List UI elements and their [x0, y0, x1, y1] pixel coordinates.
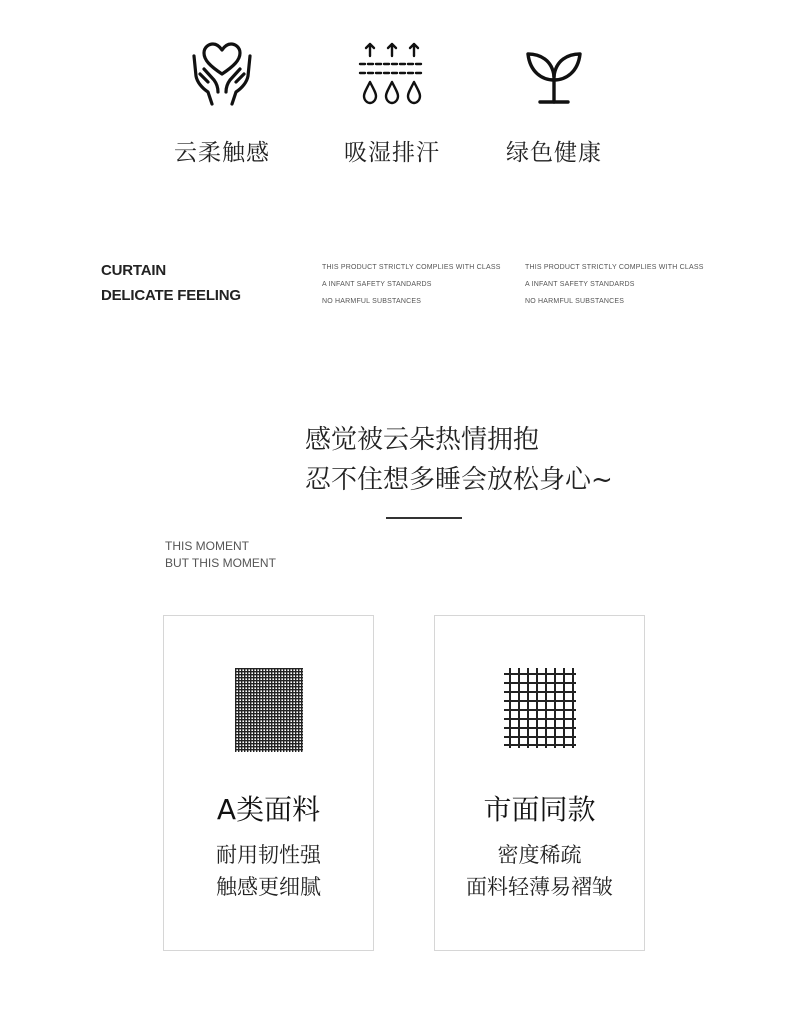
fine-print-line: NO HARMFUL SUBSTANCES — [525, 298, 625, 305]
curtain-line-1: CURTAIN — [101, 262, 166, 279]
moment-line-1: THIS MOMENT — [165, 539, 249, 553]
sparse-weave-icon — [504, 668, 576, 748]
feature-green-health — [484, 40, 624, 167]
card-desc-line-1: 密度稀疏 — [497, 843, 582, 867]
sprout-icon — [520, 40, 588, 108]
feature-label: 云柔触感 — [174, 140, 270, 166]
feature-moisture-wicking — [322, 40, 462, 167]
curtain-heading — [101, 258, 241, 308]
fine-print-line: A INFANT SAFETY STANDARDS — [322, 281, 432, 288]
slogan-line-1: 感觉被云朵热情拥抱 — [305, 425, 540, 455]
fine-print-block — [322, 259, 501, 310]
card-a-class-fabric — [163, 615, 374, 951]
feature-label: 吸湿排汗 — [344, 140, 440, 166]
fine-print-line: THIS PRODUCT STRICTLY COMPLIES WITH CLASS — [525, 264, 704, 271]
fine-print-line: NO HARMFUL SUBSTANCES — [322, 298, 422, 305]
fine-print-line: THIS PRODUCT STRICTLY COMPLIES WITH CLASS — [322, 264, 501, 271]
moment-line-2: BUT THIS MOMENT — [165, 555, 276, 570]
card-desc-line-1: 耐用韧性强 — [216, 843, 321, 867]
slogan-line-2: 忍不住想多睡会放松身心~ — [305, 465, 613, 495]
fine-print-line: A INFANT SAFETY STANDARDS — [525, 281, 635, 288]
feature-soft-touch — [152, 40, 292, 167]
feature-label: 绿色健康 — [506, 140, 602, 166]
card-title: 市面同款 — [483, 793, 596, 826]
moisture-wicking-icon — [356, 40, 428, 108]
heart-hands-icon — [188, 40, 256, 108]
slogan-divider — [386, 517, 462, 519]
slogan — [305, 420, 613, 500]
card-title: A类面料 — [216, 793, 321, 826]
card-desc-line-2: 面料轻薄易褶皱 — [466, 875, 613, 899]
card-desc-line-2: 触感更细腻 — [216, 875, 321, 899]
card-market-fabric — [434, 615, 645, 951]
dense-weave-icon — [235, 668, 303, 752]
fine-print-block — [525, 259, 704, 310]
moment-caption — [165, 538, 276, 571]
curtain-line-2: DELICATE FEELING — [101, 287, 241, 304]
